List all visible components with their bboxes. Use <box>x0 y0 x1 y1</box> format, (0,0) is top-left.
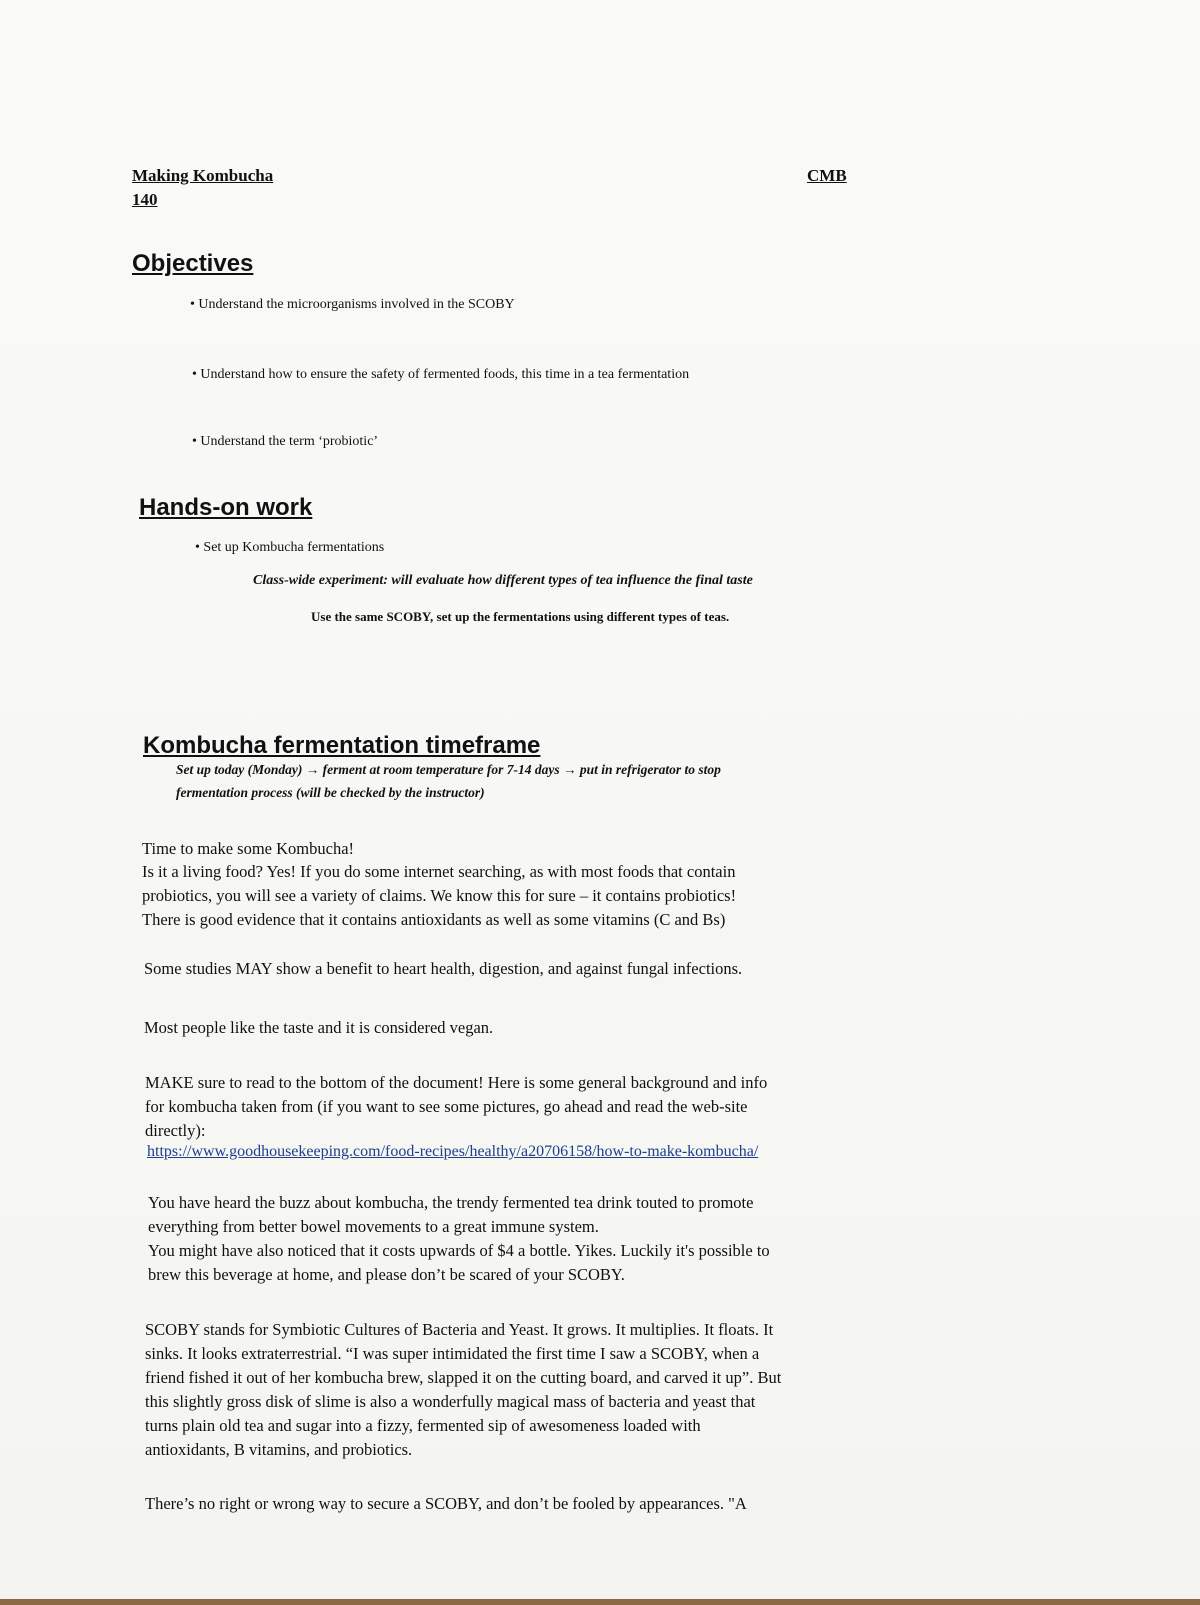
course-code: CMB <box>807 166 847 185</box>
body-line: sinks. It looks extraterrestrial. “I was super intimidated the first time I saw a SCOBY, when a <box>145 1344 760 1363</box>
timeframe-line-2: fermentation process (will be checked by the instructor) <box>176 785 485 800</box>
doc-title: Making Kombucha <box>132 166 274 185</box>
body-line: probiotics, you will see a variety of claims. We know this for sure – it contains probiotics! <box>142 886 737 905</box>
body-line: There is good evidence that it contains antioxidants as well as some vitamins (C and Bs) <box>142 910 726 929</box>
objective-item-2: • Understand how to ensure the safety of fermented foods, this time in a tea fermentation <box>192 367 689 383</box>
timeframe-line-1: Set up today (Monday) → ferment at room temperature for 7-14 days → put in refrigerator to stop <box>176 762 721 777</box>
experiment-instruction: Use the same SCOBY, set up the fermentations using different types of teas. <box>311 609 730 624</box>
body-line: There’s no right or wrong way to secure a SCOBY, and don’t be fooled by appearances. "A <box>145 1494 747 1513</box>
body-line: brew this beverage at home, and please don’t be scared of your SCOBY. <box>148 1265 625 1284</box>
body-line: turns plain old tea and sugar into a fizzy, fermented sip of awesomeness loaded with <box>145 1416 701 1435</box>
objective-item-1: • Understand the microorganisms involved in the SCOBY <box>190 297 515 313</box>
hands-on-bullet: • Set up Kombucha fermentations <box>195 540 384 556</box>
body-line: You have heard the buzz about kombucha, the trendy fermented tea drink touted to promote <box>148 1193 754 1212</box>
objective-item-3: • Understand the term ‘probiotic’ <box>192 434 378 450</box>
page-bottom-edge <box>0 1599 1200 1605</box>
source-link[interactable]: https://www.goodhousekeeping.com/food-recipes/healthy/a20706158/how-to-make-kombucha/ <box>147 1143 759 1160</box>
body-line: friend fished it out of her kombucha brew, slapped it on the cutting board, and carved it up”. But <box>145 1368 782 1387</box>
objectives-heading: Objectives <box>132 250 254 277</box>
body-line: everything from better bowel movements to a great immune system. <box>148 1217 599 1236</box>
body-line: Most people like the taste and it is considered vegan. <box>144 1018 494 1037</box>
experiment-note: Class-wide experiment: will evaluate how different types of tea influence the final taste <box>253 573 753 588</box>
body-line: antioxidants, B vitamins, and probiotics. <box>145 1440 413 1459</box>
timeframe-heading: Kombucha fermentation timeframe <box>143 732 541 759</box>
hands-on-heading: Hands-on work <box>139 494 313 521</box>
body-line: SCOBY stands for Symbiotic Cultures of Bacteria and Yeast. It grows. It multiplies. It floats. It <box>145 1320 774 1339</box>
body-line: Is it a living food? Yes! If you do some internet searching, as with most foods that contain <box>142 862 736 881</box>
body-line: MAKE sure to read to the bottom of the document! Here is some general background and info <box>145 1073 768 1092</box>
body-line: directly): <box>145 1121 206 1140</box>
body-line: Some studies MAY show a benefit to heart health, digestion, and against fungal infections. <box>144 959 743 978</box>
body-line: for kombucha taken from (if you want to see some pictures, go ahead and read the web-site <box>145 1097 748 1116</box>
course-number: 140 <box>132 190 158 209</box>
body-line: Time to make some Kombucha! <box>142 839 355 858</box>
body-line: this slightly gross disk of slime is also a wonderfully magical mass of bacteria and yeast that <box>145 1392 756 1411</box>
body-line: You might have also noticed that it costs upwards of $4 a bottle. Yikes. Luckily it's possible to <box>148 1241 770 1260</box>
